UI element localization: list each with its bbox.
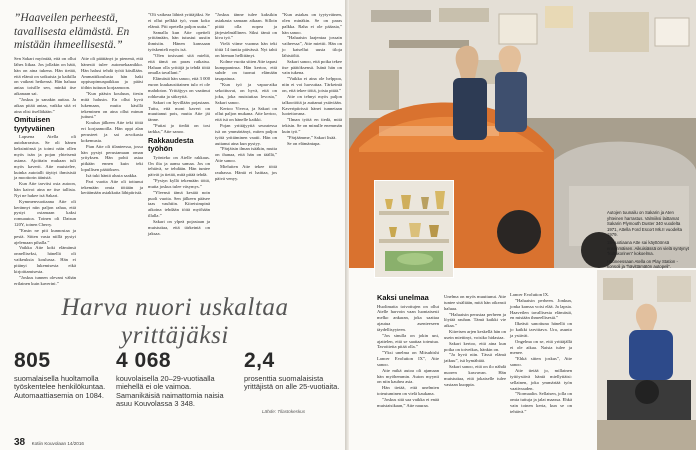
subheading: Kaksi unelmaa	[377, 293, 429, 302]
paragraph: ”Joskus tänne tulee kaksikin asiakasta samaan aikaan. Silloin pitää olla nopea ja järjestelmällinen. Siksi tämä on kiva työ.”	[215, 12, 277, 41]
paragraph: Pian Atte oli tilanteessa, jossa hän pystyi perustamaan oman yrityksen. Hän pohti asiaa pitkään ennen kuin teki lopullisen päätöksen.	[81, 143, 143, 173]
paragraph: Se on elämäntapa.	[287, 140, 321, 146]
paragraph: ”Kun pääsin kouluun, tiesin mitä halusin. En ollut hyvä lukemaan, mutta käsillä tekeminen on aina ollut minun juttuni.”	[81, 91, 143, 120]
stat-number: 805	[14, 349, 51, 372]
paragraph: Elämästä hän sanoo, että 3 000 euron kuukausittainen tulo ei ole mahdoton. Yrittäjyys on vaatinut rohkeutta ja sitkeyttä.	[148, 76, 210, 99]
stat-item	[116, 350, 234, 409]
article-column-8	[510, 292, 572, 415]
paragraph: Kymmenvuotiaana Atte oli kerännyt niin paljon rahaa, että pystyi ostamaan kaksi romuautoa. Toinen oli Datsun 120Y, toinen Cherry.	[14, 198, 76, 228]
paragraph: Sakari sanoo, että poika tekee itse päätöksensä. Isänä hän on vain tukena.	[282, 58, 342, 76]
right-page	[349, 0, 696, 450]
paragraph: Unelma on myös muuttunut. Atte tuntee sisältään, mitä hän oikeasti haluaa.	[444, 294, 506, 311]
paragraph: ”Pystyn kyllä tekemään töitä, mutta joskus tulee väsymys.”	[148, 178, 210, 189]
paragraph: Kolme vuotta sitten Atte tapasi kumppaninsa. Hän kertoo, että suhde on tuonut elämään tasapainoa.	[215, 58, 277, 82]
paragraph: ”Ja hyvä niin. Tässä elämä jatkuu”, isä hymähtää.	[444, 352, 506, 364]
paragraph: Vaikka Atte koki elämänsä onnelliseksi, hänellä oli vaikeuksia koulussa. Hän ei pitänyt lukemisesta eikä kirjoittamisesta.	[14, 245, 76, 274]
paragraph: ”Joskus sitä saa vaikka ei enää muistaisikaan,” Atte nauraa.	[377, 397, 439, 408]
stat-item	[14, 350, 106, 400]
infobox-headline: Harva nuori uskaltaa yrittäjäksi	[61, 294, 289, 349]
gaming-illustration	[597, 270, 696, 450]
article-column-2	[81, 56, 143, 196]
article-column-3	[148, 12, 210, 237]
paragraph: Ilkeästi sanottuna hänellä on jo kaikki tarvittava. Ura, asunto ja ystävät.	[510, 321, 572, 338]
paragraph: Ongelma on se, että yrittäjällä ei ole aikaa. Naisia tulee ja menee.	[510, 338, 572, 356]
paragraph: ”Ensin ne piti kunnostaa ja pestä. Sitten vasta niillä pystyi ajelemaan pihalla.”	[14, 227, 76, 245]
left-page	[0, 0, 345, 450]
paragraph: Sakari kertoo, että aina kun poika on toiveikas, hänkin on.	[444, 340, 506, 352]
paragraph: Sakari on hyvillään pojastaan. Tuttu, että moni kaveri on muuttanut pois, mutta Atte jäi tänne.	[148, 99, 210, 123]
paragraph: ”Joskus jo sanakin auttaa. Ja aikaa pitää antaa, vaikka sitä ei aina olisi itselläkään.”	[14, 96, 76, 114]
paragraph: Sakari sanoo, että on ilo nähdä nuoren kasvavan. Hän muistuttaa, että jokaiselle tulee vastaan kuoppia.	[444, 364, 506, 387]
page-number: 38	[14, 437, 26, 448]
article-column-1	[14, 56, 76, 286]
pull-quote: ”Haaveilen perheestä, tavallisesta elämästä. En mistään ihmeellisestä.”	[14, 12, 130, 51]
paragraph: Lapsena Atella oli autoharrastus. Se oli hänen keksintönsä ja toimi näin ollen myös isän ja pojan yhteisenä asiana. Ajoittain mukaan tuli myös kaverit. Atte muistelee, kuinka autotalli täyttyi ihmisistä ja moottorin äänistä.	[14, 134, 76, 181]
paragraph: ”Haluaisin perheen. Jonkun, jonka kanssa voisi elää. Ja lapsia. Haaveilen tavallisesta elämästä, en mistään ihmeellisestä.”	[510, 297, 572, 321]
paragraph: Kun Atte tarvitsi osia autoon, hän kaivoi aina ne itse tallista. Nyt ne hakee isä Sakari.	[14, 181, 76, 198]
paragraph: Pari vuotta Atte oli tottunut tekemään omia töitään ja keräämään asiakkaita lähipiiristä.	[81, 178, 143, 196]
trophies-photo	[374, 180, 454, 278]
paragraph: ”Kun asiakas on tyytyväinen, olen minäkin. Se on paras palkka. Raha ei ole pääasia,” hän sanoo.	[282, 12, 342, 35]
caption-text: 15-vuotiaana Atte sai käyttöönsä ensimmäisen. Aikuisiässä on vielä syntynyt ”kultakorinen” kokoelma.	[607, 239, 689, 257]
paragraph: Mieluiten Atte tekee töitä rauhassa. Häntä ei haittaa, jos päivä venyy.	[215, 163, 277, 181]
caption-text: Huoneessaan Atella on Play Station -konsoli ja ”hävittämätön autopeli”.	[607, 258, 678, 270]
paragraph: ”Pärjäämme,” Sakari lisää.	[287, 134, 337, 140]
subheading: Omituisen tyytyväinen	[14, 115, 55, 133]
paragraph: ”Haluaisin laajentaa jossain vaiheessa”, Atte miettii. Hän on jo katsellut uusia tiloja lähistöltä.	[282, 35, 342, 58]
paragraph: ”Vaikka ei aina ole helppoa, niin ei voi luovuttaa. Tärkeintä on, että tekee töitä, joista pitää.”	[282, 76, 342, 93]
paragraph: ”Yksi unelma on Mitsubishi Lancer Evolution IX”, Atte sanoo.	[377, 350, 439, 367]
paragraph: ”Normaalin. Sellaisen, jolla on omia tuttuja ja jalat maassa. Ehkä vain toinen kerta, kun se on tehtävä.”	[510, 391, 572, 414]
paragraph: ”Ehkä sitten joskus”, Atte sanoo.	[510, 356, 572, 368]
paragraph: Atte oli päättänyt jo pienenä, että hänestä tulee automekaanikko. Hän halusi tehdä työtä käsillään. Ammattikoulusta hän haki oppisopimuspaikkaa ja pääsi töihin tuttuun korjaamoon.	[81, 56, 143, 91]
magazine-name: Kotiin Kouvolaan 14/2016	[31, 441, 84, 446]
paragraph: Kertoo Viveca, ja Sakari on ollut paljon mukana. Atte kertoo, että isä on hänelle kaikki.	[215, 105, 277, 123]
folio	[14, 432, 84, 450]
paragraph: Hän tietää, että unelmien toteutuminen on vielä kaukana.	[377, 385, 439, 397]
article-column-7	[444, 294, 506, 388]
paragraph: ”Putiat jo tiedät on tosi tarkka,” Atte sanoo.	[148, 123, 210, 134]
stat-number: 4 068	[116, 349, 172, 372]
caption-text: Autojen tuunailu on Sakarin ja Aten yhteinen harrastus. Valmiiksi laittamat Sakarin Plymouth Duster 340 vuodelta 1971, Attella Ford Escort Mk.II vuodelta 1979.	[607, 210, 682, 238]
paragraph: Atte mikä autoa oli ajamaan hän myöhemmin. Auton myynti on niin kauhea asia.	[377, 367, 439, 385]
article-column-4	[215, 12, 277, 181]
paragraph: Koulun jälkeen Atte teki töitä eri korjaamoilla. Hän oppi alan perusteet ja sai arvokasta kokemusta.	[81, 120, 143, 143]
gaming-photo	[597, 270, 696, 450]
article-column-6	[377, 294, 439, 409]
paragraph: Atte tietää jo, millainen tyttöystävä häntä miellyttäisi: sellainen, joka ymmärtää työn vaativuuden.	[510, 367, 572, 391]
paragraph: Vielä viime vuonna hän teki töitä 14 tuntia päivässä. Nyt tahti on hieman hellittänyt.	[215, 41, 277, 58]
paragraph: Kiireisen arjen keskellä hän on usein miettinyt, voisiko hidastaa.	[444, 329, 506, 340]
paragraph: ”Yleensä tämä kestää noin puoli vuotta. Sen jälkeen pääsee taas vauhtiin. Kiireisimpinä aikoina tehdään töitä myöhään illalla.”	[148, 189, 210, 219]
paragraph: ”Joskus tunnen olevani vähän erilainen kuin kaverini.”	[14, 274, 76, 286]
paragraph: ”Pärjäisin ilman isääkin, mutta on ihanaa, että hän on täällä,” Atte sanoo.	[215, 146, 277, 164]
paragraph: ”Oli vaikeaa lähteä yrittäjäksi. Se ei ollut pelkkä työ, vaan koko elämä. Piti opetella paljon uutta.”	[148, 12, 210, 29]
paragraph: Huolimatta toivottujen on ollut Atelle harvoin vaan luontaisesti melko ankaran, joka saattaa ajautua asenteeseen täydellisyyteen.	[377, 303, 439, 332]
paragraph: Lancer Evolution IX.	[510, 292, 550, 297]
paragraph: ”Haluaisin perustaa perheen ja löytää rauhan. Tämä kaikki vie aikaa.”	[444, 311, 506, 329]
paragraph: ”Ilman työtä en tiedä, mitä tekisin. Se on minulle enemmän kuin työ.”	[282, 117, 342, 134]
subheading: Rakkaudesta työhön	[148, 135, 194, 154]
paragraph: Atte on tehnyt myös paljon talkootöitä ja auttanut ystäviään. Kaveripiirissä hänet tunnetaan luotettavana.	[282, 93, 342, 117]
trophies-illustration	[375, 181, 453, 277]
photo-caption	[607, 210, 691, 272]
article-column-5	[282, 12, 342, 146]
stat-number: 2,4	[244, 349, 275, 372]
paragraph: ”Olen tosissani sitä mieltä, että tämä on paras ratkaisu. Haluan olla yrittäjä ja tehdä töitä omalla tavallani.”	[148, 52, 210, 76]
paragraph: Isä tuki häntä alusta saakka.	[86, 172, 138, 178]
paragraph: Työnteko on Atelle rakkaus. On ilta ja aamu samaa. Jos on tehtävä, se tehdään. Hän tuntee päivät ja tietää, mitä pitää tehdä.	[148, 154, 210, 178]
paragraph: Sakari on ylpeä pojastaan ja muistuttaa, että tärkeintä on jaksaa.	[148, 219, 210, 236]
paragraph: Sen Sakari myöntää, että on ollut lähes liikaa. Jos jollakin on hätä, hän on aina tukena. Hän tietää, että elämä on sotkuista ja kaikilla on vaikeat hetkensä. Hän haluaa antaa toisille sen, minkä itse aikanaan sai.	[14, 56, 76, 97]
paragraph: Pojan yrittäjyyttä seuratessa isä on ymmärtänyt, miten paljon työtä yrittäminen vaatii. Hän on auttanut aina kun pystyy.	[215, 123, 277, 146]
paragraph: ”Kun työ ja vapaa-aika sekoittuvat, on hyvä, että on joku, joka muistuttaa levosta,” Sakari sanoo.	[215, 82, 277, 105]
stat-text: prosenttia suomalaisista yrittäjistä on alle 25-vuotiaita.	[244, 374, 340, 392]
source-credit: Lähde: Tilastokeskus	[262, 409, 306, 414]
paragraph: Samalla kun Atte opetteli yrittämään, hän tutustui uusiin ihmisiin. Hänen kanssaan työskenteli myös isä.	[148, 29, 210, 53]
stat-text: suomalaisella huoltamolla työskentelee henkilökuntaa. Automaattiasemia on 1084.	[14, 374, 106, 400]
paragraph: ”Jos sinulla on jokin uni, ajattelen, että se saattaa toteutua. Tavoitteita pitää olla.”	[377, 332, 439, 350]
stat-text: kouvolaisella 20–29-vuotiaalla miehellä ei ole vaimoa. Samanikäisiä naimattomia naisia asuu Kouvolassa 3 348.	[116, 374, 224, 409]
stat-item	[244, 350, 340, 392]
